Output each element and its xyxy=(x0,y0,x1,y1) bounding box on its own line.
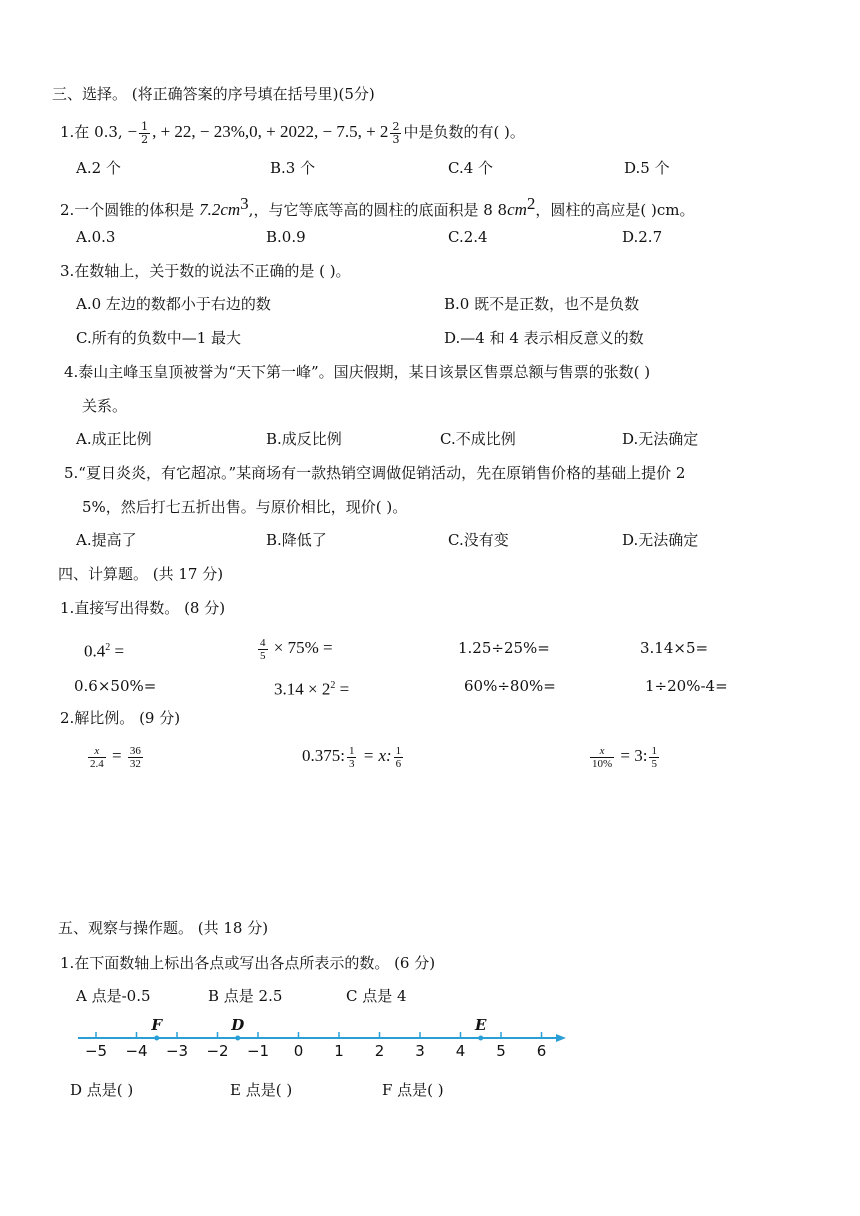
q2-option-c: C.2.4 xyxy=(448,228,488,246)
answer-d: D 点是( ) xyxy=(70,1081,134,1099)
calc-1b: $\frac{4}{5}$ × 75% = xyxy=(260,636,333,662)
calc-q1-title: 1.直接写出得数。 (8 分) xyxy=(60,599,226,617)
calc-1c: 1.25÷25%= xyxy=(458,639,550,657)
q5-option-c: C.没有变 xyxy=(448,531,509,549)
tick-label: −2 xyxy=(206,1042,229,1060)
point-label-f: F xyxy=(151,1016,163,1034)
point-label-e: E xyxy=(475,1016,487,1034)
q1-option-b: B.3 个 xyxy=(270,159,316,177)
q1-option-d: D.5 个 xyxy=(624,159,670,177)
calc-1a: $0.4^2$ = xyxy=(84,641,125,661)
q1-option-c: C.4 个 xyxy=(448,159,494,177)
question-4-line-2: 关系。 xyxy=(82,397,128,415)
q2-option-b: B.0.9 xyxy=(266,228,306,246)
calc-q2-title: 2.解比例。 (9 分) xyxy=(60,709,181,727)
tick-label: −1 xyxy=(246,1042,270,1060)
calc-2b: $3.14 \times 2^2$ = xyxy=(274,679,350,699)
question-1: 1.在 0.3, − $\frac{1}{2}$ , + 22, − 23%,0, + 2022, − 7.5, + 2 $\frac{2}{3}$ 中是负数的有( )。 xyxy=(60,119,525,146)
question-5-line-1: 5.“夏日炎炎，有它超凉。”某商场有一款热销空调做促销活动，先在原销售价格的基础上提价 2 xyxy=(64,464,686,482)
point-d xyxy=(235,1036,240,1041)
q5-option-b: B.降低了 xyxy=(266,531,327,549)
point-f xyxy=(154,1036,159,1041)
q4-option-c: C.不成比例 xyxy=(440,430,516,448)
tick-label: −3 xyxy=(165,1042,189,1060)
tick-label: −4 xyxy=(125,1042,148,1060)
question-4-line-1: 4.泰山主峰玉皇顶被誉为“天下第一峰”。国庆假期，某日该景区售票总额与售票的张数( ) xyxy=(64,363,651,381)
q5-option-a: A.提高了 xyxy=(76,531,137,549)
q4-option-b: B.成反比例 xyxy=(266,430,342,448)
given-c: C 点是 4 xyxy=(346,987,407,1005)
tick-label: 0 xyxy=(293,1042,304,1060)
op-q1-title: 1.在下面数轴上标出各点或写出各点所表示的数。 (6 分) xyxy=(60,954,436,972)
point-e xyxy=(478,1036,483,1041)
tick-label: 1 xyxy=(334,1042,344,1060)
q3-option-b: B.0 既不是正数，也不是负数 xyxy=(444,295,640,313)
q2-option-d: D.2.7 xyxy=(622,228,663,246)
answer-f: F 点是( ) xyxy=(382,1081,444,1099)
proportion-2: 0.375: $\frac{1}{3}$ = x: $\frac{1}{6}$ xyxy=(302,744,402,770)
calc-2a: 0.6×50%= xyxy=(74,677,157,695)
proportion-3: $\frac{x}{10\%}$ = 3: $\frac{1}{5}$ xyxy=(592,744,657,770)
question-3: 3.在数轴上，关于数的说法不正确的是 ( )。 xyxy=(60,262,351,280)
point-label-d: D xyxy=(231,1016,245,1034)
section-4-title: 四、计算题。 (共 17 分) xyxy=(58,565,224,583)
number-line xyxy=(70,1010,580,1070)
calc-2d: 1÷20%-4= xyxy=(645,677,728,695)
tick-label: 2 xyxy=(374,1042,385,1060)
tick-label: −5 xyxy=(84,1042,108,1060)
number-line-arrow xyxy=(556,1034,566,1042)
q3-option-a: A.0 左边的数都小于右边的数 xyxy=(76,295,271,313)
q3-option-c: C.所有的负数中—1 最大 xyxy=(76,329,242,347)
tick-label: 6 xyxy=(536,1042,547,1060)
question-5-line-2: 5%，然后打七五折出售。与原价相比，现价( )。 xyxy=(82,498,408,516)
q4-option-a: A.成正比例 xyxy=(76,430,152,448)
q2-option-a: A.0.3 xyxy=(76,228,116,246)
section-3-title: 三、选择。 (将正确答案的序号填在括号里)(5分) xyxy=(52,85,375,103)
q5-option-d: D.无法确定 xyxy=(622,531,699,549)
calc-2c: 60%÷80%= xyxy=(464,677,556,695)
tick-label: 4 xyxy=(455,1042,466,1060)
proportion-1: $\frac{x}{2.4}$ = $\frac{36}{32}$ xyxy=(90,744,141,770)
answer-e: E 点是( ) xyxy=(230,1081,293,1099)
calc-1d: 3.14×5= xyxy=(640,639,709,657)
q3-option-d: D.—4 和 4 表示相反意义的数 xyxy=(444,329,644,347)
tick-label: 5 xyxy=(496,1042,506,1060)
given-a: A 点是-0.5 xyxy=(76,987,151,1005)
given-b: B 点是 2.5 xyxy=(208,987,283,1005)
tick-label: 3 xyxy=(415,1042,425,1060)
section-5-title: 五、观察与操作题。 (共 18 分) xyxy=(58,919,269,937)
q1-option-a: A.2 个 xyxy=(76,159,121,177)
question-2: 2.一个圆锥的体积是 $7.2cm^3$,，与它等底等高的圆柱的底面积是 8 $8cm^2$，圆柱的高应是( )cm。 xyxy=(60,194,695,219)
q4-option-d: D.无法确定 xyxy=(622,430,699,448)
